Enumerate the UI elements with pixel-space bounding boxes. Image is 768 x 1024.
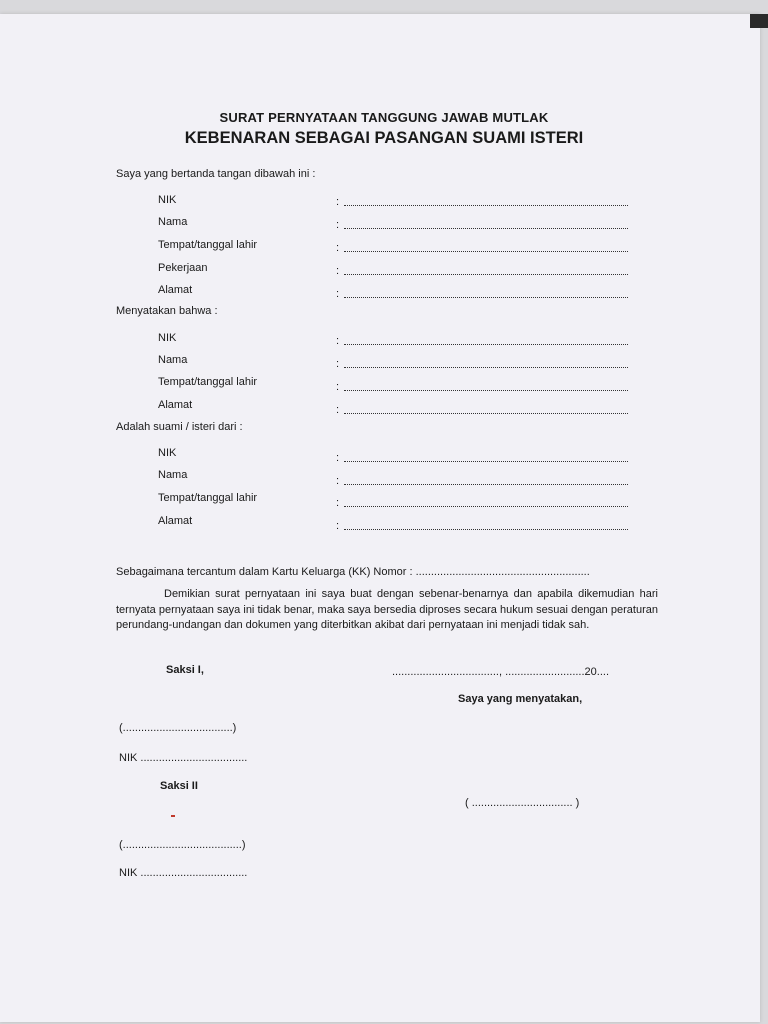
saksi2-label: Saksi II bbox=[160, 780, 198, 792]
section1-label-ttl: Tempat/tanggal lahir bbox=[158, 239, 258, 251]
section1-label-pekerjaan: Pekerjaan bbox=[158, 262, 208, 274]
saksi1-name-line: (....................................) bbox=[119, 722, 237, 734]
section1-colon-nama: : bbox=[336, 219, 340, 231]
section1-colon-alamat: : bbox=[336, 288, 340, 300]
page-corner bbox=[750, 14, 768, 28]
section3-colon-alamat: : bbox=[336, 520, 340, 532]
section1-colon-pekerjaan: : bbox=[336, 265, 340, 277]
statement-paragraph bbox=[116, 587, 658, 634]
section3-colon-nama: : bbox=[336, 475, 340, 487]
section1-field-ttl[interactable] bbox=[344, 250, 628, 252]
section3-label-ttl: Tempat/tanggal lahir bbox=[158, 492, 258, 504]
section3-colon-ttl: : bbox=[336, 497, 340, 509]
section1-field-nama[interactable] bbox=[344, 227, 628, 229]
section3-heading: Adalah suami / isteri dari : bbox=[116, 421, 243, 433]
section3-colon-nik: : bbox=[336, 452, 340, 464]
section2-label-nama: Nama bbox=[158, 354, 188, 366]
section2-field-alamat[interactable] bbox=[344, 412, 628, 414]
section3-label-nik: NIK bbox=[158, 447, 177, 459]
section3-field-alamat[interactable] bbox=[344, 528, 628, 530]
section2-field-nik[interactable] bbox=[344, 343, 628, 345]
section2-colon-nik: : bbox=[336, 335, 340, 347]
section1-field-pekerjaan[interactable] bbox=[344, 273, 628, 275]
section1-label-nik: NIK bbox=[158, 194, 177, 206]
kk-number-line: Sebagaimana tercantum dalam Kartu Keluarga (KK) Nomor : ......................................................... bbox=[116, 566, 590, 578]
declarant-label: Saya yang menyatakan, bbox=[458, 693, 583, 705]
section3-field-nik[interactable] bbox=[344, 460, 628, 462]
saksi2-name-line: (.......................................) bbox=[119, 839, 246, 851]
section2-colon-alamat: : bbox=[336, 404, 340, 416]
document-title: SURAT PERNYATAAN TANGGUNG JAWAB MUTLAK bbox=[219, 110, 549, 125]
ink-mark bbox=[171, 815, 175, 817]
section1-field-alamat[interactable] bbox=[344, 296, 628, 298]
section2-label-ttl: Tempat/tanggal lahir bbox=[158, 376, 258, 388]
section2-field-nama[interactable] bbox=[344, 366, 628, 368]
section3-label-alamat: Alamat bbox=[158, 515, 193, 527]
section1-colon-ttl: : bbox=[336, 242, 340, 254]
section1-label-nama: Nama bbox=[158, 216, 188, 228]
section2-colon-ttl: : bbox=[336, 381, 340, 393]
saksi2-nik-line: NIK ................................... bbox=[119, 867, 248, 879]
section2-field-ttl[interactable] bbox=[344, 389, 628, 391]
saksi1-nik-line: NIK ................................... bbox=[119, 752, 248, 764]
section2-heading: Menyatakan bahwa : bbox=[116, 305, 218, 317]
document-page bbox=[0, 14, 760, 1022]
document-subtitle: KEBENARAN SEBAGAI PASANGAN SUAMI ISTERI bbox=[184, 129, 584, 147]
section3-label-nama: Nama bbox=[158, 469, 188, 481]
statement-text: Demikian surat pernyataan ini saya buat dengan sebenar-benarnya dan apabila dikemudian hari ternyata pernyataan saya ini tidak benar, maka saya bersedia diproses secara hukum sesuai dengan peraturan perundang-undangan dan dokumen yang diterbitkan akibat dari pernyataan ini menjadi tidak sah. bbox=[116, 588, 658, 631]
date-line: ..................................., ..........................20.... bbox=[392, 666, 609, 678]
declarant-name-line: ( ................................. ) bbox=[465, 797, 580, 809]
section3-field-ttl[interactable] bbox=[344, 505, 628, 507]
section1-colon-nik: : bbox=[336, 196, 340, 208]
section1-field-nik[interactable] bbox=[344, 204, 628, 206]
section3-field-nama[interactable] bbox=[344, 483, 628, 485]
section2-colon-nama: : bbox=[336, 358, 340, 370]
section1-label-alamat: Alamat bbox=[158, 284, 193, 296]
saksi1-label: Saksi I, bbox=[166, 664, 204, 676]
section2-label-nik: NIK bbox=[158, 332, 177, 344]
section1-heading: Saya yang bertanda tangan dibawah ini : bbox=[116, 168, 316, 180]
section2-label-alamat: Alamat bbox=[158, 399, 193, 411]
